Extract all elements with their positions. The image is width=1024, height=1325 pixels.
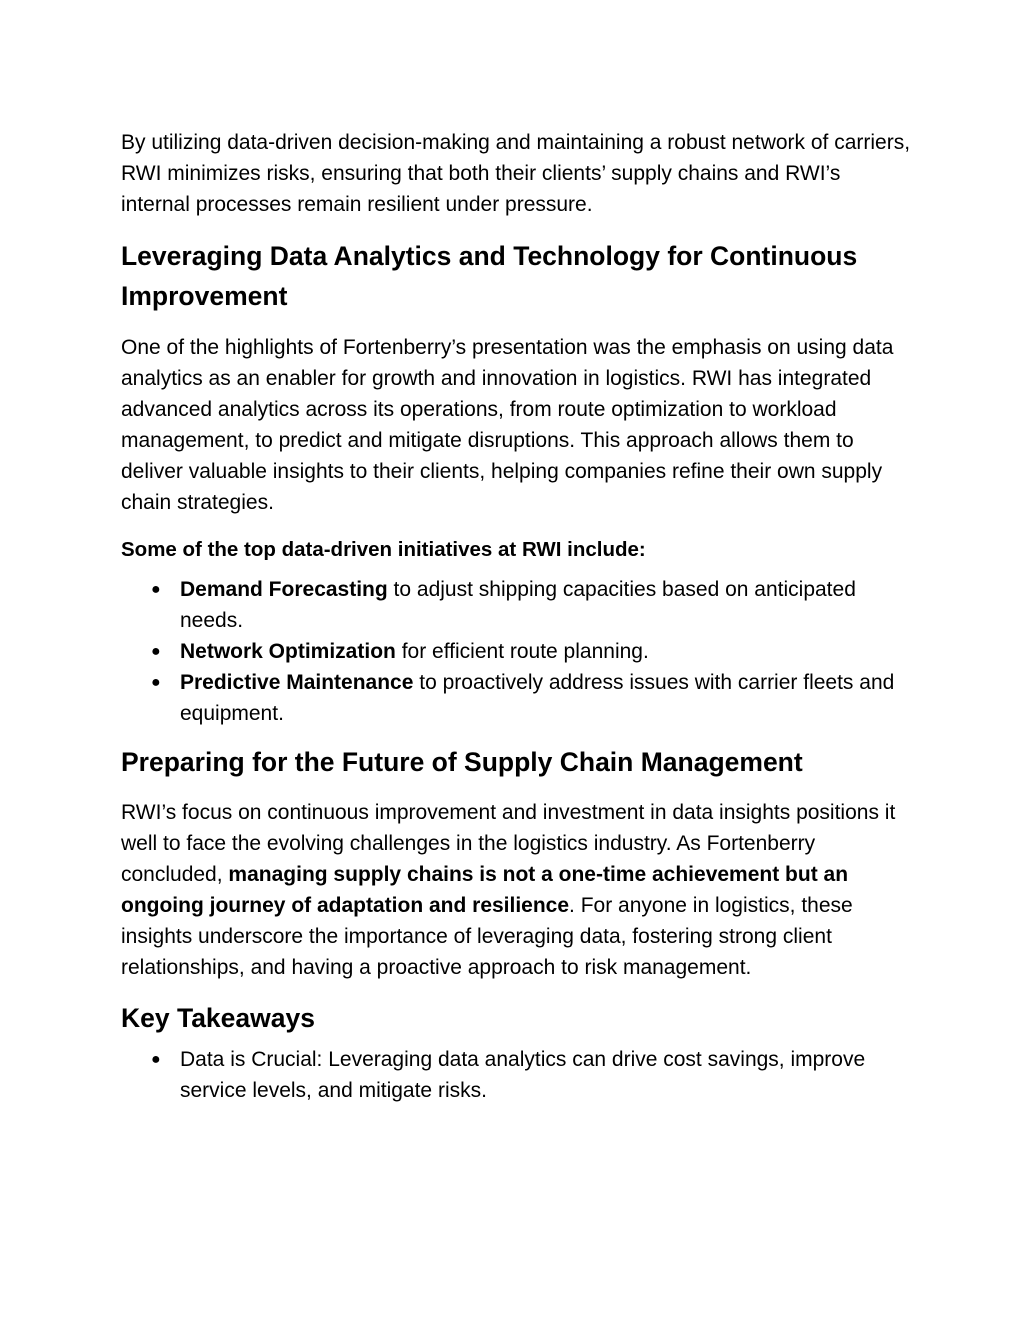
section-heading-takeaways: Key Takeaways: [121, 1003, 315, 1033]
bullet-icon: ●: [151, 674, 161, 691]
leverage-paragraph: One of the highlights of Fortenberry’s presentation was the emphasis on using data analytics as an enabler for growth and innovation in logistics. RWI has integrated advanced analytics across its operations, from route optimization to workload management, to predict and mitigate disruptions. This approach allows them to deliver valuable insights to their clients, helping companies refine their own supply chain strategies.: [121, 336, 894, 514]
future-text-before: RWI’s focus on continuous improvement and investment in data insights positions it well to face the evolving challenges in the logistics industry. As Fortenberry concluded,: [121, 801, 896, 886]
takeaways-list: [121, 1044, 914, 1106]
future-text-emphasis: managing supply chains is not a one-time achievement but an ongoing journey of adaptation and resilience: [121, 863, 849, 917]
initiative-description: to adjust shipping capacities based on anticipated needs.: [180, 578, 856, 632]
takeaway-text: Data is Crucial: Leveraging data analytics can drive cost savings, improve service levels, and mitigate risks.: [180, 1048, 866, 1102]
initiatives-lead: Some of the top data-driven initiatives at RWI include:: [121, 538, 646, 561]
list-item: [121, 667, 914, 729]
intro-paragraph: By utilizing data-driven decision-making and maintaining a robust network of carriers, RWI minimizes risks, ensuring that both their clients’ supply chains and RWI’s internal processes remain resilient under pressure.: [121, 131, 911, 216]
list-item: [121, 574, 914, 636]
future-text-after: . For anyone in logistics, these insights underscore the importance of leveraging data, fostering strong client relationships, and having a proactive approach to risk management.: [121, 894, 853, 979]
bullet-icon: ●: [151, 1051, 161, 1068]
section-heading-future: Preparing for the Future of Supply Chain Management: [121, 747, 803, 777]
bullet-icon: ●: [151, 581, 161, 598]
list-item: [121, 636, 914, 667]
initiative-description: to proactively address issues with carrier fleets and equipment.: [180, 671, 895, 725]
initiatives-list: [121, 574, 914, 729]
section-heading-leverage: Leveraging Data Analytics and Technology for Continuous Improvement: [121, 241, 858, 311]
initiative-name: Predictive Maintenance: [180, 671, 414, 694]
bullet-icon: ●: [151, 643, 161, 660]
initiative-name: Network Optimization: [180, 640, 396, 663]
list-item: [121, 1044, 914, 1106]
future-paragraph: [121, 797, 914, 983]
initiative-description: for efficient route planning.: [395, 640, 649, 663]
initiative-name: Demand Forecasting: [180, 578, 388, 601]
